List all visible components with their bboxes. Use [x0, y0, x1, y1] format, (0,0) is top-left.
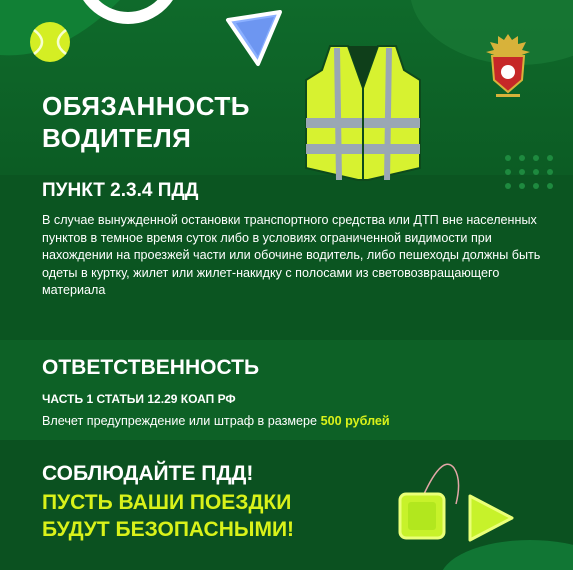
reflector-play-icon: [464, 490, 516, 546]
slogan-line-3: БУДУТ БЕЗОПАСНЫМИ!: [42, 518, 295, 541]
title-line-2: ВОДИТЕЛЯ: [42, 123, 192, 153]
article-reference: ЧАСТЬ 1 СТАТЬИ 12.29 КОАП РФ: [42, 392, 236, 406]
tennis-ball-icon: [28, 20, 72, 64]
penalty-amount: 500 рублей: [320, 414, 390, 428]
slogan-line-2: ПУСТЬ ВАШИ ПОЕЗДКИ: [42, 491, 292, 514]
responsibility-heading: ОТВЕТСТВЕННОСТЬ: [42, 356, 260, 379]
rule-heading: ПУНКТ 2.3.4 ПДД: [42, 180, 199, 201]
reflector-square-icon: [396, 490, 448, 542]
penalty-line: [42, 414, 390, 428]
reflector-triangle-icon: [222, 6, 284, 68]
penalty-text: Влечет предупреждение или штраф в размере: [42, 414, 318, 428]
police-emblem-icon: [478, 30, 538, 100]
slogan-yellow: [42, 489, 294, 543]
dots-decoration: [500, 150, 560, 210]
slogan-line-1: СОБЛЮДАЙТЕ ПДД!: [42, 462, 254, 485]
title-line-1: ОБЯЗАННОСТЬ: [42, 91, 250, 121]
safety-vest-icon: [300, 40, 426, 185]
page-title: [42, 90, 250, 154]
rule-text: В случае вынужденной остановки транспортного средства или ДТП вне населенных пунктов в темное время суток либо в условиях ограниченной видимости при нахождении на проезжей части или обочине водитель, либо пешеходы должны быть одеты в куртку, жилет или жилет-накидку с полосами из световозвращающего материала: [42, 213, 541, 297]
